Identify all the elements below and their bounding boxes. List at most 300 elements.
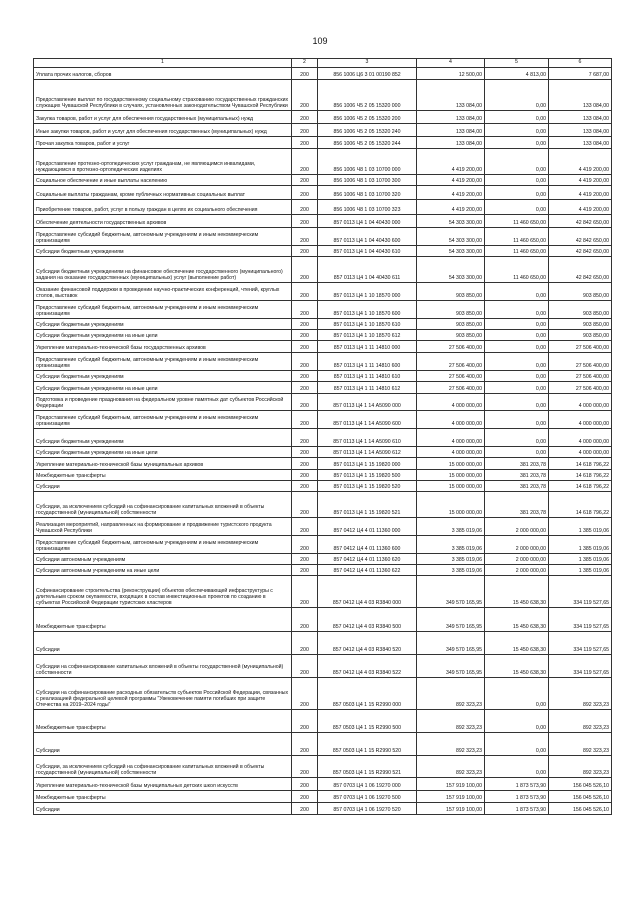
row-code: 200 bbox=[292, 803, 318, 815]
budget-execution-table bbox=[33, 58, 612, 815]
table-row bbox=[34, 536, 612, 554]
row-code: 200 bbox=[292, 186, 318, 200]
column-number: 3 bbox=[318, 59, 417, 68]
row-executed-amount: 1 873 573,90 bbox=[485, 778, 549, 791]
row-remaining-amount: 892 323,23 bbox=[549, 756, 612, 778]
row-approved-amount: 54 303 300,00 bbox=[417, 257, 485, 283]
row-executed-amount: 0,00 bbox=[485, 186, 549, 200]
row-approved-amount: 892 323,23 bbox=[417, 678, 485, 710]
row-budget-classification-code: 857 0113 Ц4 1 11 14810 000 bbox=[318, 341, 417, 353]
row-code: 200 bbox=[292, 80, 318, 111]
row-approved-amount: 133 084,00 bbox=[417, 80, 485, 111]
row-budget-classification-code: 857 0113 Ц4 1 14 А5090 610 bbox=[318, 429, 417, 447]
row-executed-amount: 15 450 638,30 bbox=[485, 608, 549, 632]
row-remaining-amount: 4 000 000,00 bbox=[549, 394, 612, 411]
row-description: Субсидии на софинансирование расходных обязательств субъектов Российской Федерации, связанных с реализацией федеральной целевой программы "Увековечение памяти погибших при защите Отечества на 2019–2024 годы" bbox=[34, 678, 292, 710]
table-row bbox=[34, 756, 612, 778]
row-approved-amount: 133 084,00 bbox=[417, 111, 485, 124]
row-executed-amount: 381 203,78 bbox=[485, 470, 549, 481]
table-row bbox=[34, 447, 612, 458]
row-approved-amount: 903 850,00 bbox=[417, 330, 485, 341]
row-code: 200 bbox=[292, 175, 318, 186]
row-description: Предоставление субсидий бюджетным, автономным учреждениям и иным некоммерческим организациям bbox=[34, 353, 292, 371]
row-executed-amount: 0,00 bbox=[485, 80, 549, 111]
table-row bbox=[34, 124, 612, 137]
row-description: Субсидии бюджетным учреждениям bbox=[34, 371, 292, 382]
row-budget-classification-code: 857 0503 Ц4 1 15 R2990 500 bbox=[318, 710, 417, 733]
row-approved-amount: 4 000 000,00 bbox=[417, 429, 485, 447]
row-remaining-amount: 42 842 650,00 bbox=[549, 228, 612, 246]
row-executed-amount: 2 000 000,00 bbox=[485, 518, 549, 536]
row-description: Межбюджетные трансферты bbox=[34, 470, 292, 481]
row-remaining-amount: 27 506 400,00 bbox=[549, 371, 612, 382]
table-row bbox=[34, 565, 612, 576]
row-description: Субсидии бюджетным учреждениям на иные цели bbox=[34, 330, 292, 341]
row-description: Субсидии bbox=[34, 481, 292, 492]
row-code: 200 bbox=[292, 481, 318, 492]
row-remaining-amount: 4 419 200,00 bbox=[549, 200, 612, 215]
row-budget-classification-code: 857 0113 Ц4 1 04 40430 000 bbox=[318, 215, 417, 228]
row-code: 200 bbox=[292, 733, 318, 756]
row-description: Прочая закупка товаров, работ и услуг bbox=[34, 137, 292, 149]
row-remaining-amount: 133 084,00 bbox=[549, 80, 612, 111]
column-number: 1 bbox=[34, 59, 292, 68]
row-executed-amount: 0,00 bbox=[485, 411, 549, 429]
row-code: 200 bbox=[292, 458, 318, 470]
row-description: Подготовка и проведение празднования на федеральном уровне памятных дат субъектов Российской Федерации bbox=[34, 394, 292, 411]
table-row bbox=[34, 319, 612, 330]
table-row bbox=[34, 80, 612, 111]
row-budget-classification-code: 857 0703 Ц4 1 06 19270 500 bbox=[318, 791, 417, 803]
row-budget-classification-code: 857 0503 Ц4 1 15 R2990 521 bbox=[318, 756, 417, 778]
row-remaining-amount: 903 850,00 bbox=[549, 301, 612, 319]
row-code: 200 bbox=[292, 149, 318, 175]
row-executed-amount: 11 460 650,00 bbox=[485, 257, 549, 283]
row-remaining-amount: 1 385 019,06 bbox=[549, 536, 612, 554]
row-code: 200 bbox=[292, 382, 318, 394]
row-remaining-amount: 4 000 000,00 bbox=[549, 411, 612, 429]
row-code: 200 bbox=[292, 655, 318, 678]
row-executed-amount: 11 460 650,00 bbox=[485, 215, 549, 228]
row-remaining-amount: 4 419 200,00 bbox=[549, 149, 612, 175]
row-description: Иные закупки товаров, работ и услуг для обеспечения государственных (муниципальных) нужд bbox=[34, 124, 292, 137]
row-remaining-amount: 334 119 527,65 bbox=[549, 632, 612, 655]
row-code: 200 bbox=[292, 791, 318, 803]
row-budget-classification-code: 857 0703 Ц4 1 06 19270 000 bbox=[318, 778, 417, 791]
row-description: Субсидии бюджетным учреждениям bbox=[34, 319, 292, 330]
row-code: 200 bbox=[292, 608, 318, 632]
table-row bbox=[34, 246, 612, 257]
row-description: Предоставление субсидий бюджетным, автономным учреждениям и иным некоммерческим организациям bbox=[34, 228, 292, 246]
table-row bbox=[34, 518, 612, 536]
row-approved-amount: 3 385 019,06 bbox=[417, 536, 485, 554]
row-budget-classification-code: 857 0113 Ц4 1 04 40430 600 bbox=[318, 228, 417, 246]
row-approved-amount: 892 323,23 bbox=[417, 756, 485, 778]
row-budget-classification-code: 857 0113 Ц4 1 10 18570 610 bbox=[318, 319, 417, 330]
row-executed-amount: 0,00 bbox=[485, 319, 549, 330]
row-budget-classification-code: 857 0113 Ц4 1 15 19820 000 bbox=[318, 458, 417, 470]
row-description: Укрепление материально-технической базы государственных архивов bbox=[34, 341, 292, 353]
table-row bbox=[34, 186, 612, 200]
row-description: Предоставление субсидий бюджетным, автономным учреждениям и иным некоммерческим организациям bbox=[34, 411, 292, 429]
row-remaining-amount: 27 506 400,00 bbox=[549, 353, 612, 371]
table-row bbox=[34, 371, 612, 382]
row-budget-classification-code: 856 1006 Ч8 1 03 10700 000 bbox=[318, 149, 417, 175]
column-number: 4 bbox=[417, 59, 485, 68]
row-budget-classification-code: 857 0113 Ц4 1 15 19820 500 bbox=[318, 470, 417, 481]
row-budget-classification-code: 857 0412 Ц4 4 03 R3840 000 bbox=[318, 576, 417, 608]
row-description: Межбюджетные трансферты bbox=[34, 791, 292, 803]
table-row bbox=[34, 200, 612, 215]
row-description: Межбюджетные трансферты bbox=[34, 608, 292, 632]
row-approved-amount: 133 084,00 bbox=[417, 137, 485, 149]
table-row bbox=[34, 791, 612, 803]
row-code: 200 bbox=[292, 341, 318, 353]
column-number: 2 bbox=[292, 59, 318, 68]
row-budget-classification-code: 857 0113 Ц4 1 15 19820 521 bbox=[318, 492, 417, 518]
row-description: Предоставление субсидий бюджетным, автономным учреждениям и иным некоммерческим организациям bbox=[34, 301, 292, 319]
row-remaining-amount: 334 119 527,65 bbox=[549, 608, 612, 632]
row-approved-amount: 12 500,00 bbox=[417, 68, 485, 80]
row-executed-amount: 0,00 bbox=[485, 382, 549, 394]
row-budget-classification-code: 856 1006 Ч5 2 05 15320 240 bbox=[318, 124, 417, 137]
row-remaining-amount: 334 119 527,65 bbox=[549, 576, 612, 608]
row-description: Межбюджетные трансферты bbox=[34, 710, 292, 733]
row-code: 200 bbox=[292, 492, 318, 518]
row-budget-classification-code: 857 0113 Ц4 1 11 14810 612 bbox=[318, 382, 417, 394]
row-budget-classification-code: 857 0412 Ц4 4 03 R3840 500 bbox=[318, 608, 417, 632]
table-row bbox=[34, 492, 612, 518]
row-executed-amount: 0,00 bbox=[485, 137, 549, 149]
row-remaining-amount: 156 045 526,10 bbox=[549, 803, 612, 815]
row-description: Субсидии bbox=[34, 632, 292, 655]
row-budget-classification-code: 856 1006 Ч5 2 05 15320 000 bbox=[318, 80, 417, 111]
row-approved-amount: 15 000 000,00 bbox=[417, 481, 485, 492]
row-code: 200 bbox=[292, 68, 318, 80]
table-row bbox=[34, 458, 612, 470]
row-description: Предоставление протезно-ортопедических услуг гражданам, не являющимся инвалидами, нуждающимся в протезно-ортопедических изделиях bbox=[34, 149, 292, 175]
row-description: Субсидии, за исключением субсидий на софинансирование капитальных вложений в объекты государственной (муниципальной) собственности bbox=[34, 756, 292, 778]
row-remaining-amount: 7 687,00 bbox=[549, 68, 612, 80]
row-approved-amount: 349 570 165,95 bbox=[417, 576, 485, 608]
row-approved-amount: 27 506 400,00 bbox=[417, 382, 485, 394]
table-row bbox=[34, 632, 612, 655]
table-row bbox=[34, 257, 612, 283]
row-remaining-amount: 4 000 000,00 bbox=[549, 429, 612, 447]
row-code: 200 bbox=[292, 778, 318, 791]
table-row bbox=[34, 111, 612, 124]
row-code: 200 bbox=[292, 554, 318, 565]
row-code: 200 bbox=[292, 257, 318, 283]
row-executed-amount: 381 203,78 bbox=[485, 458, 549, 470]
table-row bbox=[34, 341, 612, 353]
row-approved-amount: 133 084,00 bbox=[417, 124, 485, 137]
row-description: Субсидии автономным учреждениям на иные цели bbox=[34, 565, 292, 576]
row-remaining-amount: 14 618 796,22 bbox=[549, 458, 612, 470]
row-approved-amount: 15 000 000,00 bbox=[417, 470, 485, 481]
row-code: 200 bbox=[292, 200, 318, 215]
row-budget-classification-code: 857 0412 Ц4 4 01 11360 622 bbox=[318, 565, 417, 576]
row-description: Социальное обеспечение и иные выплаты населению bbox=[34, 175, 292, 186]
row-approved-amount: 349 570 165,95 bbox=[417, 632, 485, 655]
row-executed-amount: 0,00 bbox=[485, 678, 549, 710]
row-code: 200 bbox=[292, 429, 318, 447]
row-code: 200 bbox=[292, 228, 318, 246]
row-budget-classification-code: 857 0113 Ц4 1 14 А5090 612 bbox=[318, 447, 417, 458]
row-description: Субсидии bbox=[34, 733, 292, 756]
row-budget-classification-code: 856 1006 Ч5 2 05 15320 200 bbox=[318, 111, 417, 124]
row-budget-classification-code: 857 0113 Ц4 1 15 19820 520 bbox=[318, 481, 417, 492]
row-remaining-amount: 903 850,00 bbox=[549, 283, 612, 301]
table-row bbox=[34, 175, 612, 186]
row-budget-classification-code: 857 0412 Ц4 4 01 11360 620 bbox=[318, 554, 417, 565]
row-approved-amount: 15 000 000,00 bbox=[417, 458, 485, 470]
column-number: 5 bbox=[485, 59, 549, 68]
row-remaining-amount: 27 506 400,00 bbox=[549, 341, 612, 353]
row-approved-amount: 892 323,23 bbox=[417, 710, 485, 733]
row-remaining-amount: 133 084,00 bbox=[549, 137, 612, 149]
row-code: 200 bbox=[292, 353, 318, 371]
table-row bbox=[34, 678, 612, 710]
row-code: 200 bbox=[292, 394, 318, 411]
row-approved-amount: 157 919 100,00 bbox=[417, 791, 485, 803]
row-remaining-amount: 903 850,00 bbox=[549, 319, 612, 330]
row-description: Оказание финансовой поддержки в проведении научно-практических конференций, чтений, круглых столов, выставок bbox=[34, 283, 292, 301]
table-row bbox=[34, 554, 612, 565]
row-code: 200 bbox=[292, 678, 318, 710]
row-budget-classification-code: 857 0412 Ц4 4 03 R3840 522 bbox=[318, 655, 417, 678]
row-remaining-amount: 156 045 526,10 bbox=[549, 778, 612, 791]
row-executed-amount: 0,00 bbox=[485, 429, 549, 447]
row-code: 200 bbox=[292, 215, 318, 228]
row-remaining-amount: 4 419 200,00 bbox=[549, 175, 612, 186]
table-row bbox=[34, 68, 612, 80]
table-row bbox=[34, 149, 612, 175]
row-description: Субсидии бюджетным учреждениям bbox=[34, 429, 292, 447]
row-description: Предоставление субсидий бюджетным, автономным учреждениям и иным некоммерческим организациям bbox=[34, 536, 292, 554]
row-budget-classification-code: 857 0113 Ц4 1 10 18570 000 bbox=[318, 283, 417, 301]
table-row bbox=[34, 481, 612, 492]
row-remaining-amount: 1 385 019,06 bbox=[549, 565, 612, 576]
row-executed-amount: 1 873 573,90 bbox=[485, 803, 549, 815]
row-executed-amount: 0,00 bbox=[485, 733, 549, 756]
row-budget-classification-code: 856 1006 Ц6 3 01 00190 852 bbox=[318, 68, 417, 80]
table-row bbox=[34, 470, 612, 481]
row-description: Укрепление материально-технической базы муниципальных архивов bbox=[34, 458, 292, 470]
row-remaining-amount: 4 419 200,00 bbox=[549, 186, 612, 200]
row-budget-classification-code: 857 0503 Ц4 1 15 R2990 000 bbox=[318, 678, 417, 710]
row-remaining-amount: 14 618 796,22 bbox=[549, 492, 612, 518]
row-budget-classification-code: 857 0113 Ц4 1 04 40430 610 bbox=[318, 246, 417, 257]
row-approved-amount: 4 419 200,00 bbox=[417, 186, 485, 200]
row-executed-amount: 0,00 bbox=[485, 447, 549, 458]
row-remaining-amount: 892 323,23 bbox=[549, 733, 612, 756]
row-executed-amount: 0,00 bbox=[485, 301, 549, 319]
row-approved-amount: 4 419 200,00 bbox=[417, 149, 485, 175]
row-code: 200 bbox=[292, 319, 318, 330]
table-row bbox=[34, 411, 612, 429]
row-approved-amount: 4 000 000,00 bbox=[417, 394, 485, 411]
row-approved-amount: 349 570 165,95 bbox=[417, 608, 485, 632]
row-budget-classification-code: 857 0113 Ц4 1 10 18570 600 bbox=[318, 301, 417, 319]
row-remaining-amount: 4 000 000,00 bbox=[549, 447, 612, 458]
row-budget-classification-code: 857 0113 Ц4 1 10 18570 612 bbox=[318, 330, 417, 341]
row-remaining-amount: 892 323,23 bbox=[549, 710, 612, 733]
row-approved-amount: 15 000 000,00 bbox=[417, 492, 485, 518]
row-approved-amount: 903 850,00 bbox=[417, 283, 485, 301]
row-executed-amount: 0,00 bbox=[485, 341, 549, 353]
row-executed-amount: 0,00 bbox=[485, 200, 549, 215]
row-approved-amount: 27 506 400,00 bbox=[417, 371, 485, 382]
row-code: 200 bbox=[292, 411, 318, 429]
row-description: Приобретение товаров, работ, услуг в пользу граждан в целях их социального обеспечения bbox=[34, 200, 292, 215]
table-row bbox=[34, 394, 612, 411]
row-budget-classification-code: 857 0113 Ц4 1 14 А5090 600 bbox=[318, 411, 417, 429]
row-budget-classification-code: 857 0412 Ц4 4 01 11360 600 bbox=[318, 536, 417, 554]
row-executed-amount: 0,00 bbox=[485, 149, 549, 175]
row-remaining-amount: 27 506 400,00 bbox=[549, 382, 612, 394]
row-executed-amount: 0,00 bbox=[485, 330, 549, 341]
column-number: 6 bbox=[549, 59, 612, 68]
table-row bbox=[34, 576, 612, 608]
table-row bbox=[34, 429, 612, 447]
table-row bbox=[34, 301, 612, 319]
table-row bbox=[34, 710, 612, 733]
row-code: 200 bbox=[292, 246, 318, 257]
row-budget-classification-code: 857 0412 Ц4 4 03 R3840 520 bbox=[318, 632, 417, 655]
row-executed-amount: 0,00 bbox=[485, 283, 549, 301]
row-remaining-amount: 156 045 526,10 bbox=[549, 791, 612, 803]
row-executed-amount: 381 203,78 bbox=[485, 481, 549, 492]
row-executed-amount: 1 873 573,90 bbox=[485, 791, 549, 803]
row-code: 200 bbox=[292, 756, 318, 778]
row-description: Субсидии, за исключением субсидий на софинансирование капитальных вложений в объекты государственной (муниципальной) собственности bbox=[34, 492, 292, 518]
row-description: Закупка товаров, работ и услуг для обеспечения государственных (муниципальных) нужд bbox=[34, 111, 292, 124]
row-executed-amount: 15 450 638,30 bbox=[485, 632, 549, 655]
row-budget-classification-code: 857 0412 Ц4 4 01 11360 000 bbox=[318, 518, 417, 536]
row-description: Социальные выплаты гражданам, кроме публичных нормативных социальных выплат bbox=[34, 186, 292, 200]
row-budget-classification-code: 856 1006 Ч8 1 03 10700 323 bbox=[318, 200, 417, 215]
row-approved-amount: 54 303 300,00 bbox=[417, 215, 485, 228]
table-row bbox=[34, 353, 612, 371]
row-description: Субсидии bbox=[34, 803, 292, 815]
row-description: Реализация мероприятий, направленных на формирование и продвижение туристского продукта Чувашской Республики bbox=[34, 518, 292, 536]
table-row bbox=[34, 655, 612, 678]
row-code: 200 bbox=[292, 470, 318, 481]
table-row bbox=[34, 803, 612, 815]
table-row bbox=[34, 778, 612, 791]
row-description: Субсидии бюджетным учреждениям на иные цели bbox=[34, 447, 292, 458]
row-approved-amount: 4 000 000,00 bbox=[417, 447, 485, 458]
row-description: Уплата прочих налогов, сборов bbox=[34, 68, 292, 80]
row-description: Предоставление выплат по государственному социальному страхованию государственных гражданских служащих Чувашской Республики в случаях, установленных законодательством Чувашской Республики bbox=[34, 80, 292, 111]
row-code: 200 bbox=[292, 111, 318, 124]
row-approved-amount: 157 919 100,00 bbox=[417, 778, 485, 791]
row-remaining-amount: 42 842 650,00 bbox=[549, 257, 612, 283]
row-approved-amount: 157 919 100,00 bbox=[417, 803, 485, 815]
table-row bbox=[34, 283, 612, 301]
row-budget-classification-code: 857 0113 Ц4 1 14 А5090 000 bbox=[318, 394, 417, 411]
row-executed-amount: 2 000 000,00 bbox=[485, 554, 549, 565]
row-approved-amount: 3 385 019,06 bbox=[417, 554, 485, 565]
column-number-row bbox=[34, 59, 612, 68]
row-executed-amount: 15 450 638,30 bbox=[485, 655, 549, 678]
row-remaining-amount: 42 842 650,00 bbox=[549, 215, 612, 228]
row-executed-amount: 0,00 bbox=[485, 175, 549, 186]
table-row bbox=[34, 382, 612, 394]
row-remaining-amount: 334 119 527,65 bbox=[549, 655, 612, 678]
row-approved-amount: 3 385 019,06 bbox=[417, 518, 485, 536]
row-code: 200 bbox=[292, 301, 318, 319]
row-code: 200 bbox=[292, 371, 318, 382]
row-budget-classification-code: 856 1006 Ч8 1 03 10700 300 bbox=[318, 175, 417, 186]
row-executed-amount: 15 450 638,30 bbox=[485, 576, 549, 608]
row-approved-amount: 349 570 165,95 bbox=[417, 655, 485, 678]
row-executed-amount: 381 203,78 bbox=[485, 492, 549, 518]
row-description: Софинансирование строительства (реконструкции) объектов обеспечивающей инфраструктуры с длительным сроком окупаемости, входящих в состав инвестиционных проектов по созданию в субъектах Российской Федерации туристских кластеров bbox=[34, 576, 292, 608]
row-code: 200 bbox=[292, 576, 318, 608]
row-code: 200 bbox=[292, 447, 318, 458]
row-remaining-amount: 133 084,00 bbox=[549, 111, 612, 124]
row-code: 200 bbox=[292, 137, 318, 149]
row-budget-classification-code: 857 0703 Ц4 1 06 19270 520 bbox=[318, 803, 417, 815]
row-code: 200 bbox=[292, 632, 318, 655]
table-row bbox=[34, 733, 612, 756]
row-description: Субсидии на софинансирование капитальных вложений в объекты государственной (муниципальной) собственности bbox=[34, 655, 292, 678]
table-row bbox=[34, 137, 612, 149]
row-description: Обеспечение деятельности государственных архивов bbox=[34, 215, 292, 228]
row-executed-amount: 0,00 bbox=[485, 394, 549, 411]
row-remaining-amount: 42 842 650,00 bbox=[549, 246, 612, 257]
row-approved-amount: 4 419 200,00 bbox=[417, 200, 485, 215]
table-row bbox=[34, 608, 612, 632]
row-approved-amount: 892 323,23 bbox=[417, 733, 485, 756]
row-executed-amount: 2 000 000,00 bbox=[485, 565, 549, 576]
row-approved-amount: 3 385 019,06 bbox=[417, 565, 485, 576]
row-code: 200 bbox=[292, 283, 318, 301]
row-executed-amount: 0,00 bbox=[485, 353, 549, 371]
row-executed-amount: 0,00 bbox=[485, 371, 549, 382]
row-description: Субсидии автономным учреждениям bbox=[34, 554, 292, 565]
row-remaining-amount: 14 618 796,22 bbox=[549, 470, 612, 481]
row-executed-amount: 4 813,00 bbox=[485, 68, 549, 80]
row-approved-amount: 4 419 200,00 bbox=[417, 175, 485, 186]
row-budget-classification-code: 857 0113 Ц4 1 11 14810 600 bbox=[318, 353, 417, 371]
row-code: 200 bbox=[292, 710, 318, 733]
table-row bbox=[34, 330, 612, 341]
row-approved-amount: 54 303 300,00 bbox=[417, 228, 485, 246]
row-description: Укрепление материально-технической базы муниципальных детских школ искусств bbox=[34, 778, 292, 791]
row-approved-amount: 27 506 400,00 bbox=[417, 341, 485, 353]
table-row bbox=[34, 215, 612, 228]
row-budget-classification-code: 856 1006 Ч5 2 05 15320 244 bbox=[318, 137, 417, 149]
row-code: 200 bbox=[292, 536, 318, 554]
row-description: Субсидии бюджетным учреждениям на иные цели bbox=[34, 382, 292, 394]
row-executed-amount: 0,00 bbox=[485, 124, 549, 137]
row-remaining-amount: 1 385 019,06 bbox=[549, 554, 612, 565]
table-row bbox=[34, 228, 612, 246]
row-remaining-amount: 892 323,23 bbox=[549, 678, 612, 710]
row-code: 200 bbox=[292, 565, 318, 576]
row-budget-classification-code: 856 1006 Ч8 1 03 10700 320 bbox=[318, 186, 417, 200]
row-approved-amount: 54 303 300,00 bbox=[417, 246, 485, 257]
row-remaining-amount: 14 618 796,22 bbox=[549, 481, 612, 492]
row-approved-amount: 903 850,00 bbox=[417, 319, 485, 330]
row-budget-classification-code: 857 0503 Ц4 1 15 R2990 520 bbox=[318, 733, 417, 756]
row-budget-classification-code: 857 0113 Ц4 1 04 40430 611 bbox=[318, 257, 417, 283]
row-remaining-amount: 903 850,00 bbox=[549, 330, 612, 341]
row-remaining-amount: 133 084,00 bbox=[549, 124, 612, 137]
